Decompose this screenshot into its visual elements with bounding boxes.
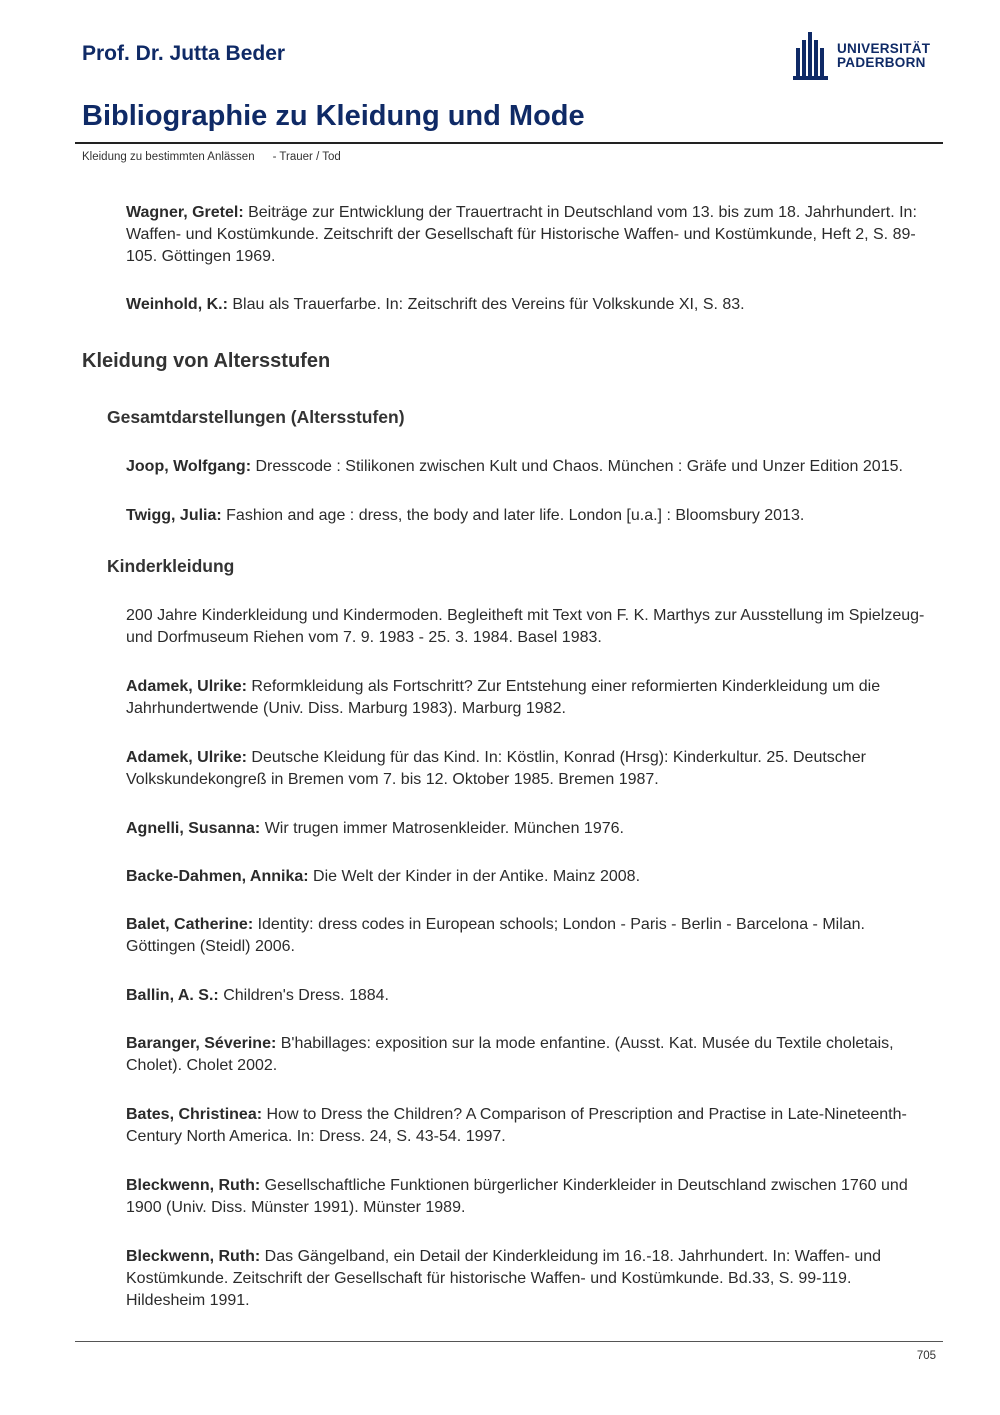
entry-text: Die Welt der Kinder in der Antike. Mainz 2008. [308,868,641,885]
entry-author: Bleckwenn, Ruth: [126,1248,261,1265]
entry-text: Wir trugen immer Matrosenkleider. München 1976. [260,820,624,837]
entry-author: Backe-Dahmen, Annika: [126,868,309,885]
logo-line-1: UNIVERSITÄT [837,41,931,56]
bibliography-entry [126,818,934,840]
bibliography-entry [126,294,934,316]
bibliography-entry [126,747,934,791]
entry-author: Agnelli, Susanna: [126,820,261,837]
breadcrumb-item: - Trauer / Tod [272,151,341,163]
bibliography-entry [126,456,934,478]
bibliography-entry [126,1246,934,1312]
entry-author: Balet, Catherine: [126,916,254,933]
bibliography-entry [126,985,934,1007]
footer-divider [75,1341,943,1342]
university-logo [793,32,930,80]
entry-text: Gesellschaftliche Funktionen bürgerlicher Kinderkleider in Deutschland zwischen 1760 und 1900 (Univ. Diss. Münster 1991). Münster 1989. [126,1177,908,1216]
entry-text: How to Dress the Children? A Comparison of Prescription and Practise in Late-Nineteenth-Century North America. In: Dress. 24, S. 43-54. 1997. [126,1106,907,1145]
entry-author: Baranger, Séverine: [126,1035,277,1052]
bibliography-entry [126,1104,934,1148]
bibliography-entry [126,676,934,720]
entry-author: Adamek, Ulrike: [126,678,247,695]
entry-author: Wagner, Gretel: [126,204,244,221]
entry-author: Bates, Christinea: [126,1106,263,1123]
entry-text: Identity: dress codes in European schools; London - Paris - Berlin - Barcelona - Milan. Göttingen (Steidl) 2006. [126,916,865,955]
header-divider [75,142,943,144]
entry-text: Dresscode : Stilikonen zwischen Kult und Chaos. München : Gräfe und Unzer Edition 2015. [251,458,903,475]
entry-text: Das Gängelband, ein Detail der Kinderkleidung im 16.-18. Jahrhundert. In: Waffen- und Kostümkunde. Zeitschrift der Gesellschaft für historische Waffen- und Kostümkunde. Bd.33, S. 99-119. Hildesheim 1991. [126,1248,882,1309]
subsection-heading: Gesamtdarstellungen (Altersstufen) [107,407,405,427]
entry-author: Ballin, A. S.: [126,987,219,1004]
entry-author: Joop, Wolfgang: [126,458,252,475]
entry-text: B'habillages: exposition sur la mode enfantine. (Ausst. Kat. Musée du Textile choletais, Cholet). Cholet 2002. [126,1035,894,1074]
breadcrumb-item: Kleidung zu bestimmten Anlässen [82,151,255,163]
logo-line-2: PADERBORN [837,55,926,70]
bibliography-entry [126,914,934,958]
breadcrumb [82,151,341,163]
entry-text: Beiträge zur Entwicklung der Trauertracht in Deutschland vom 13. bis zum 18. Jahrhundert. In: Waffen- und Kostümkunde. Zeitschrift der Gesellschaft für Historische Waffen- und Kostümkunde, Heft 2, S. 89-105. Göttingen 1969. [126,204,917,265]
entry-text: Children's Dress. 1884. [218,987,389,1004]
entry-author: Adamek, Ulrike: [126,749,247,766]
bibliography-entry [126,866,934,888]
entry-text: Deutsche Kleidung für das Kind. In: Köstlin, Konrad (Hrsg): Kinderkultur. 25. Deutscher Volkskundekongreß in Bremen vom 7. bis 12. Oktober 1985. Bremen 1987. [126,749,866,788]
subsection-heading: Kinderkleidung [107,556,235,576]
bibliography-entry [126,605,934,649]
university-logo-text [837,42,930,70]
entry-author: Weinhold, K.: [126,296,228,313]
university-logo-icon [793,32,829,80]
bibliography-entry [126,505,934,527]
author-name: Prof. Dr. Jutta Beder [82,42,286,65]
entry-text: Fashion and age : dress, the body and later life. London [u.a.] : Bloomsbury 2013. [221,507,805,524]
entry-text: 200 Jahre Kinderkleidung und Kindermoden. Begleitheft mit Text von F. K. Marthys zur Ausstellung im Spielzeug- und Dorfmuseum Riehen vom 7. 9. 1983 - 25. 3. 1984. Basel 1983. [126,607,925,646]
entry-text: Blau als Trauerfarbe. In: Zeitschrift des Vereins für Volkskunde XI, S. 83. [227,296,745,313]
page-number: 705 [916,1350,936,1362]
document-title: Bibliographie zu Kleidung und Mode [82,100,585,132]
bibliography-entry [126,1175,934,1219]
bibliography-entry [126,1033,934,1077]
bibliography-entry [126,202,934,268]
entry-author: Twigg, Julia: [126,507,222,524]
entry-text: Reformkleidung als Fortschritt? Zur Entstehung einer reformierten Kinderkleidung um die Jahrhundertwende (Univ. Diss. Marburg 1983). Marburg 1982. [126,678,881,717]
section-heading: Kleidung von Altersstufen [82,350,331,372]
entry-author: Bleckwenn, Ruth: [126,1177,261,1194]
